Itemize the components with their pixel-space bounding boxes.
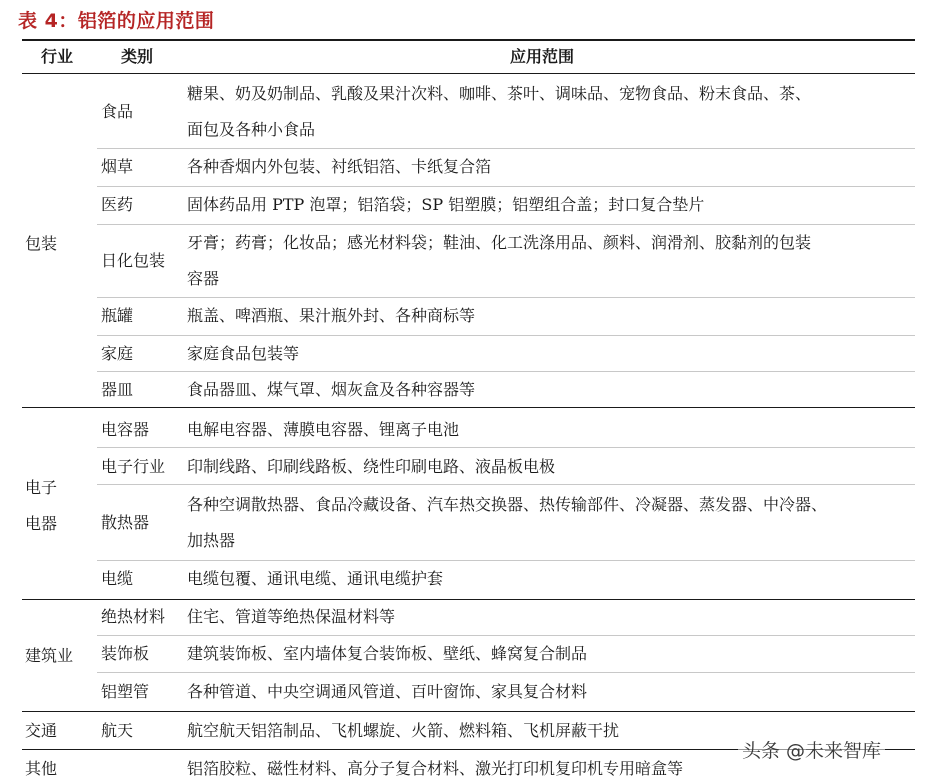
application-cell: 印制线路、印刷线路板、绕性印刷电路、液晶板电极: [187, 457, 556, 476]
watermark: 头条 @未来智库: [738, 734, 885, 765]
application-cell: 电缆包覆、通讯电缆、通讯电缆护套: [187, 569, 444, 588]
category-cell: 食品: [101, 102, 134, 121]
row-rule: [97, 186, 915, 187]
table-title: 表 4：铝箔的应用范围: [18, 10, 215, 32]
application-cell: 面包及各种小食品: [187, 120, 316, 139]
application-cell: 建筑装饰板、室内墙体复合装饰板、壁纸、蜂窝复合制品: [187, 644, 588, 663]
row-rule: [97, 297, 915, 298]
category-cell: 装饰板: [101, 644, 150, 663]
industry-electronics-line2: 电器: [25, 514, 58, 533]
application-cell: 糖果、奶及奶制品、乳酸及果汁次料、咖啡、茶叶、调味品、宠物食品、粉末食品、茶、: [187, 84, 812, 103]
category-cell: 电容器: [101, 420, 150, 439]
application-cell: 铝箔胶粒、磁性材料、高分子复合材料、激光打印机复印机专用暗盒等: [187, 759, 684, 778]
category-cell: 日化包装: [101, 251, 166, 270]
industry-packaging: 包装: [25, 234, 58, 253]
category-cell: 瓶罐: [101, 306, 134, 325]
category-cell: 绝热材料: [101, 607, 166, 626]
application-cell: 航空航天铝箔制品、飞机螺旋、火箭、燃料箱、飞机屏蔽干扰: [187, 721, 620, 740]
group-rule: [22, 407, 915, 408]
row-rule: [97, 371, 915, 372]
row-rule: [97, 447, 915, 448]
group-rule: [22, 599, 915, 600]
industry-construction: 建筑业: [25, 646, 74, 665]
industry-electronics-line1: 电子: [25, 478, 58, 497]
application-cell: 各种香烟内外包装、衬纸铝箔、卡纸复合箔: [187, 157, 492, 176]
row-rule: [97, 635, 915, 636]
category-cell: 散热器: [101, 513, 150, 532]
application-cell: 电解电容器、薄膜电容器、锂离子电池: [187, 420, 460, 439]
application-cell: 住宅、管道等绝热保温材料等: [187, 607, 396, 626]
row-rule: [97, 560, 915, 561]
category-cell: 航天: [101, 721, 134, 740]
category-cell: 电子行业: [101, 457, 166, 476]
application-cell: 各种空调散热器、食品冷藏设备、汽车热交换器、热传输部件、冷凝器、蒸发器、中冷器、: [187, 495, 828, 514]
header-category: 类别: [121, 47, 154, 66]
row-rule: [97, 484, 915, 485]
category-cell: 医药: [101, 195, 134, 214]
application-cell: 加热器: [187, 531, 236, 550]
category-cell: 器皿: [101, 380, 134, 399]
row-rule: [97, 148, 915, 149]
category-cell: 铝塑管: [101, 682, 150, 701]
top-rule: [22, 39, 915, 41]
application-cell: 容器: [187, 269, 220, 288]
category-cell: 电缆: [101, 569, 134, 588]
row-rule: [97, 335, 915, 336]
industry-other: 其他: [25, 759, 58, 778]
application-cell: 牙膏；药膏；化妆品；感光材料袋；鞋油、化工洗涤用品、颜料、润滑剂、胶黏剂的包装: [187, 233, 812, 252]
row-rule: [97, 672, 915, 673]
application-cell: 家庭食品包装等: [187, 344, 300, 363]
group-rule: [22, 711, 915, 712]
header-industry: 行业: [41, 47, 74, 66]
header-rule: [22, 73, 915, 74]
category-cell: 家庭: [101, 344, 134, 363]
category-cell: 烟草: [101, 157, 134, 176]
row-rule: [97, 224, 915, 225]
application-cell: 固体药品用 PTP 泡罩；铝箔袋；SP 铝塑膜；铝塑组合盖；封口复合垫片: [187, 195, 705, 214]
header-application: 应用范围: [510, 47, 575, 66]
application-cell: 食品器皿、煤气罩、烟灰盒及各种容器等: [187, 380, 476, 399]
application-cell: 瓶盖、啤酒瓶、果汁瓶外封、各种商标等: [187, 306, 476, 325]
application-cell: 各种管道、中央空调通风管道、百叶窗饰、家具复合材料: [187, 682, 588, 701]
industry-transport: 交通: [25, 721, 58, 740]
